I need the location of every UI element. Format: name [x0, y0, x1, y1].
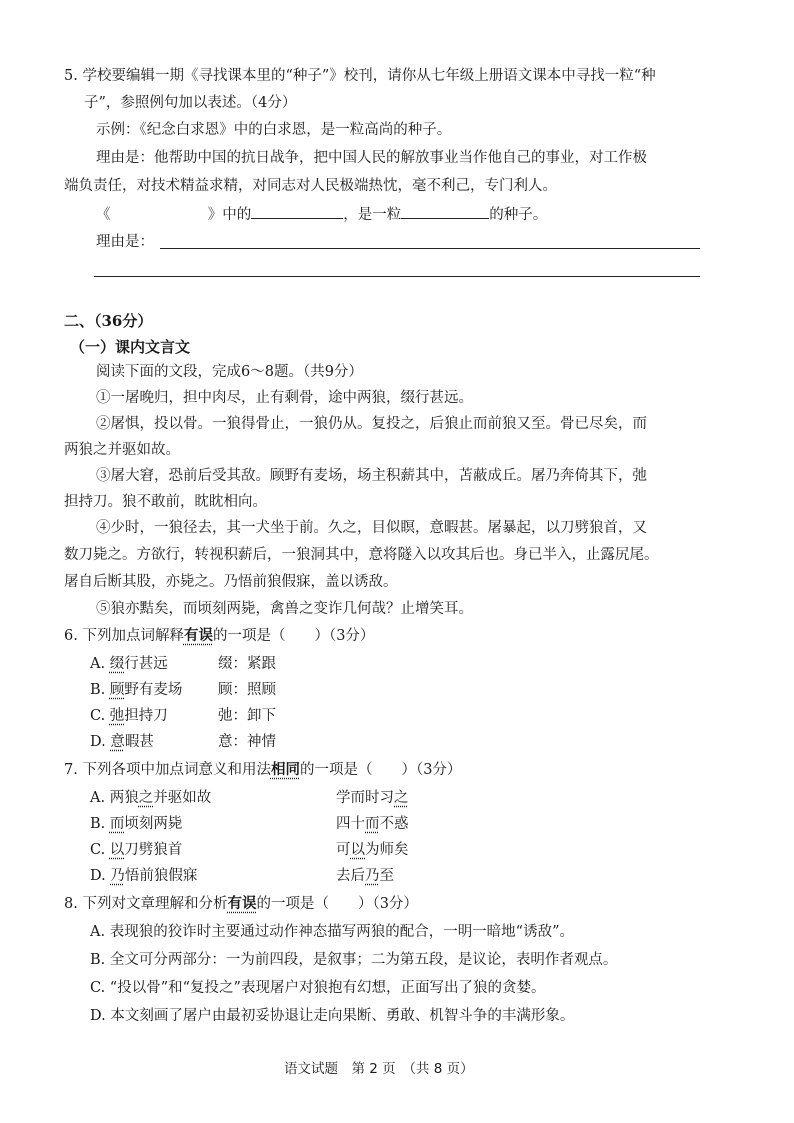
passage-paragraph-4-line2: 数刀毙之。方欲行，转视积薪后，一狼洞其中，意将隧入以攻其后也。身已半入，止露尻尾。	[64, 547, 659, 563]
q7-stem-tail: 的一项是（ ）（3分）	[299, 762, 462, 778]
quality-blank[interactable]	[401, 204, 489, 219]
q6-dotted-word: 顾	[109, 682, 125, 698]
reason-answer-line-1[interactable]	[160, 248, 700, 249]
q7-reference-dotted-word: 而	[365, 816, 380, 832]
passage-paragraph-4-line3: 屠自后断其股，亦毙之。乃悟前狼假寐，盖以诱敌。	[64, 574, 398, 590]
character-blank[interactable]	[251, 204, 343, 219]
q5-fill-end: 的种子。	[489, 207, 548, 223]
q7-stem-emphasis: 相同	[270, 761, 300, 778]
q7-reference-text: 不惑	[379, 816, 409, 832]
q7-reference-b	[336, 814, 409, 834]
q7-option-a[interactable]	[90, 788, 211, 808]
q7-stem-text: 7. 下列各项中加点词意义和用法	[64, 762, 271, 778]
section-2-subtitle: （一）课内文言文	[70, 338, 191, 356]
q6-option-text: 暇甚	[124, 734, 154, 750]
q7-option-text: 顷刻两毙	[124, 816, 183, 832]
q7-reference-text: 四十	[336, 816, 365, 832]
q6-option-c[interactable]	[90, 706, 168, 726]
q5-fill-mid: ，是一粒	[343, 207, 402, 223]
q8-option-d[interactable]: D. 本文刻画了屠户由最初妥协退让走向果断、勇敢、机智斗争的丰满形象。	[90, 1008, 575, 1024]
q7-reference-text: 至	[379, 868, 394, 884]
q6-dotted-word: 意	[110, 734, 125, 750]
passage-paragraph-4-line1: ④少时，一狼径去，其一犬坐于前。久之，目似瞑，意暇甚。屠暴起，以刀劈狼首，又	[96, 520, 647, 536]
q5-reason-label: 理由是：	[96, 234, 154, 250]
passage-paragraph-5: ⑤狼亦黠矣，而顷刻两毙，禽兽之变诈几何哉？止增笑耳。	[96, 601, 473, 617]
q8-stem	[64, 894, 418, 914]
q7-option-text: 悟前狼假寐	[124, 868, 198, 884]
q7-option-d[interactable]	[90, 866, 197, 886]
q7-dotted-word: 乃	[110, 868, 125, 884]
q7-stem	[64, 760, 461, 780]
q6-option-b[interactable]	[90, 680, 182, 700]
q6-option-label: A.	[90, 656, 110, 672]
q6-gloss-b: 顾：照顾	[218, 682, 276, 698]
q7-option-text: B.	[90, 816, 110, 832]
q7-reference-a	[336, 788, 409, 808]
q6-option-text: 野有麦场	[124, 682, 183, 698]
passage-paragraph-2-line2: 两狼之并驱如故。	[64, 442, 180, 458]
q6-option-text: 担持刀	[124, 708, 168, 724]
q7-option-text: 刀劈狼首	[124, 842, 183, 858]
q8-option-b[interactable]: B. 全文可分两部分：一为前四段，是叙事；二为第五段，是议论，表明作者观点。	[90, 952, 618, 968]
passage-paragraph-3-line1: ③屠大窘，恐前后受其敌。顾野有麦场，场主积薪其中，苫蔽成丘。屠乃奔倚其下，弛	[96, 468, 647, 484]
q5-stem-line1: 5. 学校要编辑一期《寻找课本里的“种子”》校刊，请你从七年级上册语文课本中寻找一粒“种	[64, 68, 656, 84]
passage-intro: 阅读下面的文段，完成6～8题。（共9分）	[96, 364, 363, 380]
section-2-title: 二、（36分）	[64, 312, 153, 330]
q6-stem	[64, 626, 374, 646]
q8-stem-emphasis: 有误	[227, 895, 257, 912]
q7-reference-text: 可	[336, 842, 351, 858]
q7-reference-d	[336, 866, 394, 886]
q6-gloss-d: 意：神情	[218, 734, 276, 750]
q7-reference-dotted-word: 乃	[365, 868, 380, 884]
q6-stem-tail: 的一项是（ ）（3分）	[212, 628, 375, 644]
q6-option-d[interactable]	[90, 732, 154, 752]
q7-reference-text: 去后	[336, 868, 365, 884]
book-title-blank[interactable]	[115, 205, 203, 219]
passage-paragraph-2-line1: ②屠惧，投以骨。一狼得骨止，一狼仍从。复投之，后狼止而前狼又至。骨已尽矣，而	[96, 416, 647, 432]
q7-option-b[interactable]	[90, 814, 182, 834]
q7-option-text: A. 两狼	[90, 790, 139, 806]
q7-dotted-word: 而	[109, 816, 125, 832]
q8-stem-tail: 的一项是（ ）（3分）	[256, 896, 418, 912]
reason-answer-line-2[interactable]	[94, 276, 700, 277]
q5-fill-close: 》中的	[207, 207, 252, 223]
q7-dotted-word: 以	[109, 842, 125, 858]
q8-stem-text: 8. 下列对文章理解和分析	[64, 896, 228, 912]
q6-gloss-a: 缀：紧跟	[218, 656, 276, 672]
q7-option-text: C.	[90, 842, 110, 858]
q7-option-c[interactable]	[90, 840, 182, 860]
q5-fill-sentence	[96, 204, 547, 225]
q6-option-label: C.	[90, 708, 110, 724]
q7-reference-text: 学而时习	[336, 790, 394, 806]
q7-dotted-word: 之	[138, 790, 154, 806]
q7-option-text: 并驱如故	[153, 790, 212, 806]
page-footer: 语文试题 第 2 页 （共 8 页）	[284, 1061, 474, 1077]
q5-example: 示例：《纪念白求恩》中的白求恩，是一粒高尚的种子。	[96, 122, 452, 138]
q6-stem-emphasis: 有误	[183, 627, 213, 644]
passage-paragraph-3-line2: 担持刀。狼不敢前，眈眈相向。	[64, 494, 267, 510]
q8-option-a[interactable]: A. 表现狼的狡诈时主要通过动作神态描写两狼的配合，一明一暗地“诱敌”。	[90, 924, 575, 940]
q5-fill-open: 《	[96, 207, 111, 223]
q6-dotted-word: 缀	[109, 656, 125, 672]
q7-reference-dotted-word: 以	[350, 842, 365, 858]
q6-dotted-word: 弛	[109, 708, 125, 724]
q5-stem-line2: 子”，参照例句加以表述。（4分）	[84, 95, 297, 111]
passage-paragraph-1: ①一屠晚归，担中肉尽，止有剩骨，途中两狼，缀行甚远。	[96, 390, 473, 406]
q7-option-text: D.	[90, 868, 111, 884]
q7-reference-text: 为师矣	[365, 842, 409, 858]
q5-reason-line2: 端负责任，对技术精益求精，对同志对人民极端热忱，毫不利己，专门利人。	[64, 178, 557, 194]
q7-reference-dotted-word: 之	[394, 790, 409, 806]
q5-reason-line1: 理由是：他帮助中国的抗日战争，把中国人民的解放事业当作他自己的事业，对工作极	[96, 150, 647, 166]
q6-stem-text: 6. 下列加点词解释	[64, 628, 184, 644]
q6-option-label: B.	[90, 682, 110, 698]
q8-option-c[interactable]: C. “投以骨”和“复投之”表现屠户对狼抱有幻想，正面写出了狼的贪婪。	[90, 980, 546, 996]
q7-reference-c	[336, 840, 409, 860]
q6-option-a[interactable]	[90, 654, 168, 674]
q6-gloss-c: 弛：卸下	[218, 708, 276, 724]
q6-option-text: 行甚远	[124, 656, 168, 672]
q6-option-label: D.	[90, 734, 111, 750]
